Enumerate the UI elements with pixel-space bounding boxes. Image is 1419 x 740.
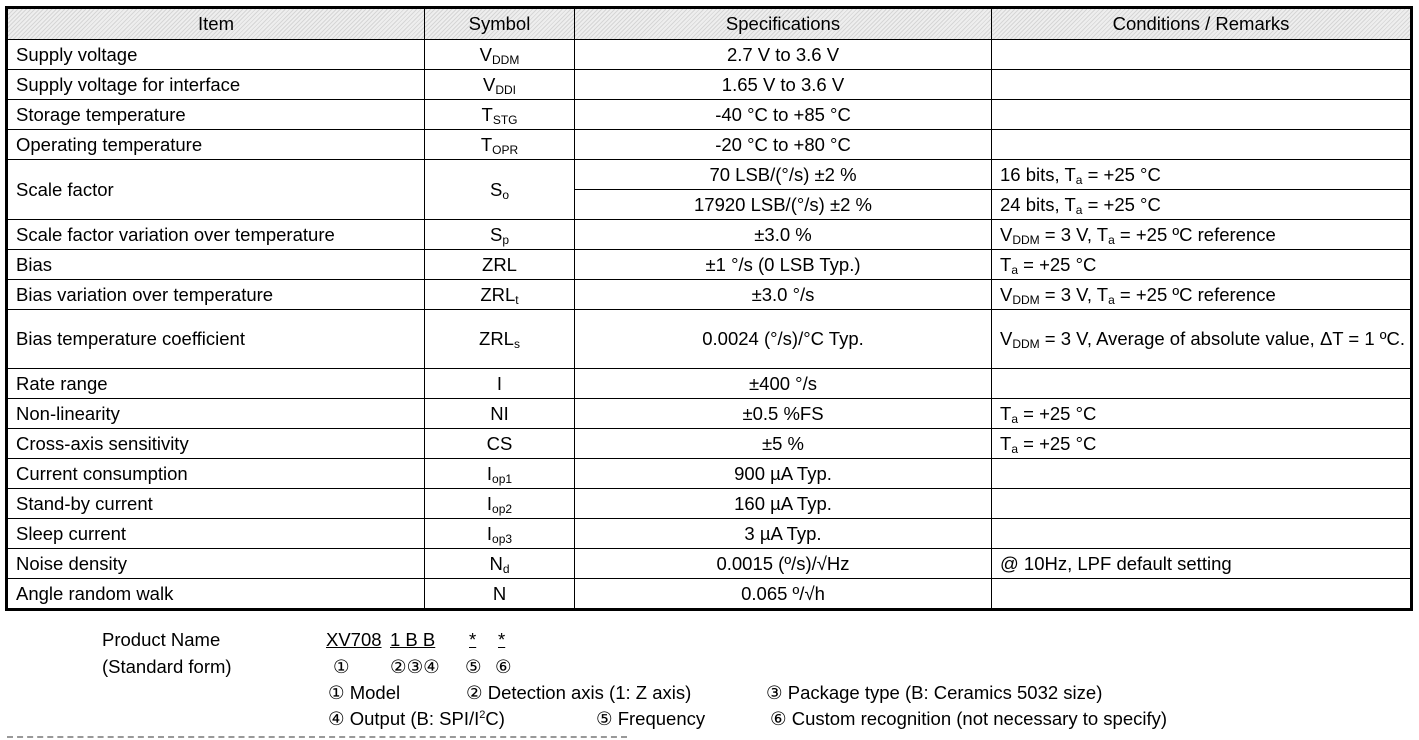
- remarks-cell: $V_{DDM} = 3$ V, Average of absolute value, ΔT = 1 ºC.: [992, 310, 1411, 369]
- header-symbol: Symbol: [425, 9, 575, 40]
- remarks-cell: $T_a = +25$ °C: [992, 429, 1411, 459]
- remarks-cell: [992, 70, 1411, 100]
- legend-frequency: ⑤ Frequency: [596, 708, 706, 729]
- remarks-cell: $V_{DDM} = 3$ V, $T_a = +25$ ºC reference: [992, 280, 1411, 310]
- remarks-cell: [992, 519, 1411, 549]
- item-cell: Bias variation over temperature: [8, 280, 425, 310]
- item-cell: Storage temperature: [8, 100, 425, 130]
- table-row: [8, 519, 1411, 549]
- product-code-options: 1 B B: [390, 629, 436, 650]
- table-row: [8, 579, 1411, 609]
- symbol-cell: $T_{OPR}$: [425, 130, 575, 160]
- table-row: [8, 369, 1411, 399]
- spec-cell: ±5 %: [575, 429, 992, 459]
- table-row: [8, 429, 1411, 459]
- spec-table: [7, 8, 1411, 609]
- item-cell: Operating temperature: [8, 130, 425, 160]
- symbol-cell: N: [425, 579, 575, 609]
- legend-output: ④ Output (B: SPI/$I^2C$): [328, 708, 505, 729]
- spec-cell: ±0.5 %FS: [575, 399, 992, 429]
- spec-cell: 17920 LSB/(°/s) ±2 %: [575, 190, 992, 220]
- remarks-cell: [992, 130, 1411, 160]
- remarks-cell: [992, 369, 1411, 399]
- symbol-cell: $T_{STG}$: [425, 100, 575, 130]
- mark-custom: ⑥: [495, 656, 512, 677]
- symbol-cell: $N_d$: [425, 549, 575, 579]
- table-row: [8, 250, 1411, 280]
- header-item: Item: [8, 9, 425, 40]
- product-name-label: Product Name: [102, 629, 221, 650]
- table-row: [8, 220, 1411, 250]
- table-row: [8, 549, 1411, 579]
- remarks-cell: 24 bits, $T_a = +25$ °C: [992, 190, 1411, 220]
- item-cell: Supply voltage for interface: [8, 70, 425, 100]
- table-row: [8, 70, 1411, 100]
- spec-cell: 3 µA Typ.: [575, 519, 992, 549]
- symbol-cell: $V_{DDI}$: [425, 70, 575, 100]
- item-cell: Non-linearity: [8, 399, 425, 429]
- symbol-cell: NI: [425, 399, 575, 429]
- header-spec: Specifications: [575, 9, 992, 40]
- spec-cell: ±1 °/s (0 LSB Typ.): [575, 250, 992, 280]
- table-row: [8, 100, 1411, 130]
- spec-cell: 160 µA Typ.: [575, 489, 992, 519]
- remarks-cell: 16 bits, $T_a = +25$ °C: [992, 160, 1411, 190]
- remarks-cell: $T_a = +25$ °C: [992, 399, 1411, 429]
- symbol-cell: $V_{DDM}$: [425, 40, 575, 70]
- item-cell: Sleep current: [8, 519, 425, 549]
- mark-model: ①: [333, 656, 350, 677]
- remarks-cell: @ 10Hz, LPF default setting: [992, 549, 1411, 579]
- symbol-cell: $ZRL_t$: [425, 280, 575, 310]
- mark-options: ②③④: [390, 656, 440, 677]
- symbol-cell: $I_{op1}$: [425, 459, 575, 489]
- item-cell: Cross-axis sensitivity: [8, 429, 425, 459]
- table-row: [8, 310, 1411, 369]
- remarks-cell: $T_a = +25$ °C: [992, 250, 1411, 280]
- product-code-frequency: *: [469, 629, 477, 650]
- spec-cell: ±3.0 °/s: [575, 280, 992, 310]
- symbol-cell: $S_o$: [425, 160, 575, 220]
- remarks-cell: [992, 100, 1411, 130]
- legend-detection-axis: ② Detection axis (1: Z axis): [466, 682, 692, 703]
- table-row: [8, 40, 1411, 70]
- spec-cell: 0.0024 (°/s)/°C Typ.: [575, 310, 992, 369]
- item-cell: Bias temperature coefficient: [8, 310, 425, 369]
- spec-cell: 0.0015 (º/s)/√Hz: [575, 549, 992, 579]
- item-cell: Current consumption: [8, 459, 425, 489]
- spec-cell: 70 LSB/(°/s) ±2 %: [575, 160, 992, 190]
- spec-cell: 0.065 º/√h: [575, 579, 992, 609]
- legend-custom-recognition: ⑥ Custom recognition (not necessary to specify): [770, 708, 1168, 729]
- spec-cell: -20 °C to +80 °C: [575, 130, 992, 160]
- spec-cell: ±3.0 %: [575, 220, 992, 250]
- spec-cell: 2.7 V to 3.6 V: [575, 40, 992, 70]
- remarks-cell: $V_{DDM} = 3$ V, $T_a = +25$ ºC reference: [992, 220, 1411, 250]
- table-row: [8, 399, 1411, 429]
- remarks-cell: [992, 40, 1411, 70]
- item-cell: Bias: [8, 250, 425, 280]
- table-row: [8, 280, 1411, 310]
- remarks-cell: [992, 459, 1411, 489]
- symbol-cell: ZRL: [425, 250, 575, 280]
- item-cell: Noise density: [8, 549, 425, 579]
- product-code-custom: *: [498, 629, 506, 650]
- symbol-cell: $ZRL_s$: [425, 310, 575, 369]
- mark-frequency: ⑤: [465, 656, 482, 677]
- header-row: [8, 9, 1411, 40]
- remarks-cell: [992, 489, 1411, 519]
- standard-form-label: (Standard form): [102, 656, 232, 677]
- table-row: [8, 160, 1411, 190]
- header-remarks: Conditions / Remarks: [992, 9, 1411, 40]
- symbol-cell: I: [425, 369, 575, 399]
- spec-cell: -40 °C to +85 °C: [575, 100, 992, 130]
- legend-package-type: ③ Package type (B: Ceramics 5032 size): [766, 682, 1103, 703]
- bottom-dashed-divider: [7, 736, 627, 738]
- product-code-model: XV708: [326, 629, 382, 650]
- symbol-cell: CS: [425, 429, 575, 459]
- symbol-cell: $I_{op3}$: [425, 519, 575, 549]
- table-row: [8, 459, 1411, 489]
- symbol-cell: $S_p$: [425, 220, 575, 250]
- item-cell: Scale factor: [8, 160, 425, 220]
- item-cell: Stand-by current: [8, 489, 425, 519]
- remarks-cell: [992, 579, 1411, 609]
- legend-model: ① Model: [328, 682, 401, 703]
- symbol-cell: $I_{op2}$: [425, 489, 575, 519]
- table-row: [8, 489, 1411, 519]
- item-cell: Angle random walk: [8, 579, 425, 609]
- spec-cell: ±400 °/s: [575, 369, 992, 399]
- spec-cell: 1.65 V to 3.6 V: [575, 70, 992, 100]
- table-row: [8, 130, 1411, 160]
- item-cell: Rate range: [8, 369, 425, 399]
- item-cell: Scale factor variation over temperature: [8, 220, 425, 250]
- spec-cell: 900 µA Typ.: [575, 459, 992, 489]
- item-cell: Supply voltage: [8, 40, 425, 70]
